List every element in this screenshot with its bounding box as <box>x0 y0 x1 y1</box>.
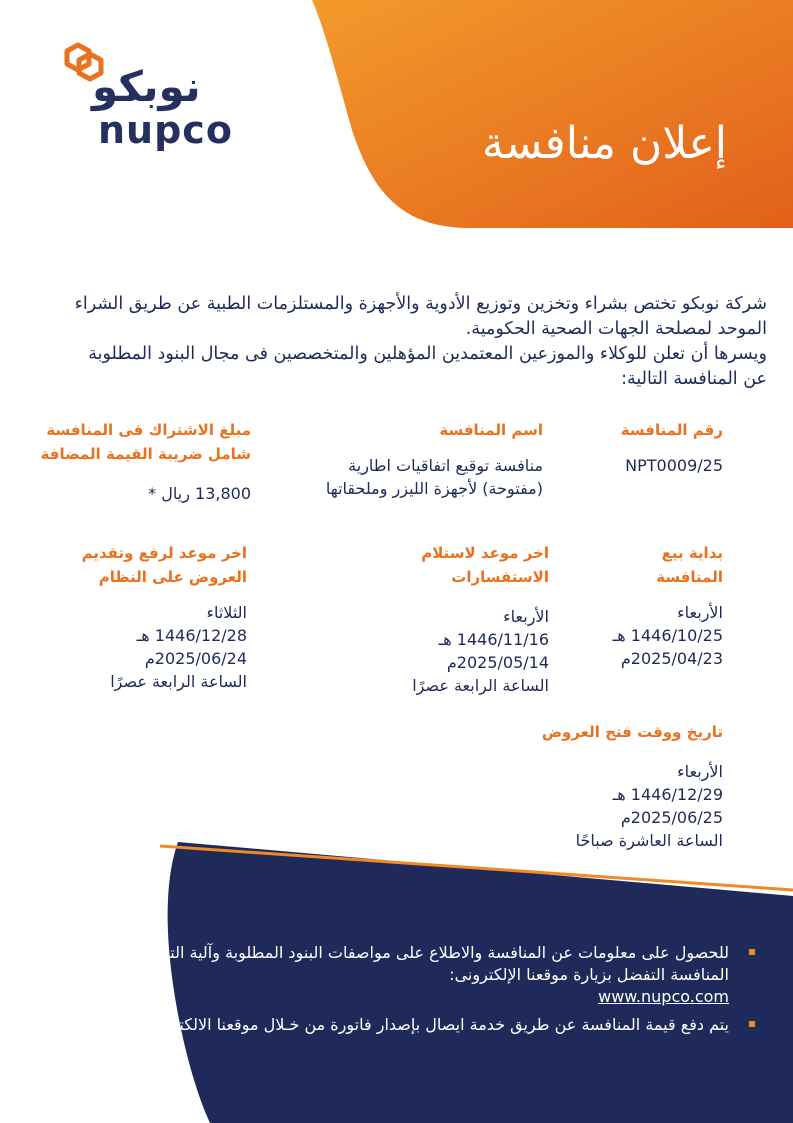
opening-value <box>483 760 723 852</box>
inquiries-label-line-2: الاستفسارات <box>451 568 549 586</box>
inquiries-value <box>349 605 549 697</box>
opening-gregorian: 2025/06/25م <box>620 808 723 827</box>
submission-block <box>27 541 247 693</box>
intro-text <box>66 292 767 392</box>
fee-label-line-2: شامل ضريبة القيمة المضافة <box>40 445 251 463</box>
fee-value: 13,800 ريال * <box>148 484 251 503</box>
submission-day: الثلاثاء <box>206 603 247 622</box>
sale-start-hijri: 1446/10/25 هـ <box>612 626 723 645</box>
submission-label-line-2: العروض على النظام <box>98 568 247 586</box>
tender-name-line-1: منافسة توقيع اتفاقيات اطارية <box>348 456 543 475</box>
footer-info-text: للحصول على معلومات عن المنافسة والاطلاع على مواصفات البنود المطلوبة وآلية التقديم على المنافسة التفضل بزيارة موقعنا الإلكترونى: <box>105 943 729 984</box>
opening-hijri: 1446/12/29 هـ <box>612 785 723 804</box>
submission-value <box>27 601 247 693</box>
tender-name-block <box>283 418 543 500</box>
opening-label: تاريخ ووقت فتح العروض <box>541 723 723 741</box>
sale-start-block <box>553 541 723 670</box>
opening-time: الساعة العاشرة صباحًا <box>575 831 723 850</box>
submission-gregorian: 2025/06/24م <box>144 649 247 668</box>
intro-line-2: ويسرها أن تعلن للوكلاء والموزعين المعتمدين المؤهلين والمتخصصين فى مجال البنود المطلوبة عن المنافسة التالية: <box>88 344 767 389</box>
inquiries-label <box>349 541 549 589</box>
fee-block <box>31 418 251 505</box>
fee-label-line-1: مبلغ الاشتراك فى المنافسة <box>46 421 251 439</box>
opening-block <box>483 720 723 852</box>
logo-arabic-text: نوبكو <box>92 62 201 111</box>
sale-start-label-line-2: المنافسة <box>656 568 723 586</box>
intro-line-1: شركة نوبكو تختص بشراء وتخزين وتوزيع الأدوية والأجهزة والمستلزمات الطبية عن طريق الشراء الموحد لمصلحة الجهات الصحية الحكومية. <box>74 294 767 339</box>
sale-start-gregorian: 2025/04/23م <box>620 649 723 668</box>
submission-label <box>27 541 247 589</box>
tender-number-label: رقم المنافسة <box>620 421 723 439</box>
tender-name-label: اسم المنافسة <box>439 421 543 439</box>
website-link-wrapper <box>45 986 729 1008</box>
sale-start-value <box>553 601 723 670</box>
submission-label-line-1: اخر موعد لرفع وتقديم <box>81 544 247 562</box>
footer-info <box>45 942 755 1042</box>
sale-start-label-line-1: بداية بيع <box>661 544 723 562</box>
tender-number-value: NPT0009/25 <box>625 456 723 475</box>
footer-info-item <box>45 942 755 1008</box>
tender-number-block <box>553 418 723 477</box>
page-title: إعلان منافسة <box>481 118 727 169</box>
submission-hijri: 1446/12/28 هـ <box>136 626 247 645</box>
fee-label <box>31 418 251 466</box>
footer-payment-text: يتم دفع قيمة المنافسة عن طريق خدمة ايصال بإصدار فاتورة من خـلال موقعنا الالكترونى. <box>140 1015 729 1034</box>
submission-time: الساعة الرابعة عصرًا <box>110 672 247 691</box>
opening-day: الأربعاء <box>677 762 723 781</box>
inquiries-gregorian: 2025/05/14م <box>446 653 549 672</box>
bullet-square-icon <box>749 1021 755 1027</box>
inquiries-time: الساعة الرابعة عصرًا <box>412 676 549 695</box>
tender-name-line-2: (مفتوحة) لأجهزة الليزر وملحقاتها <box>325 479 543 498</box>
footer-payment-item <box>45 1014 755 1036</box>
orange-header-shape <box>312 0 793 228</box>
bullet-square-icon <box>749 949 755 955</box>
sale-start-label <box>553 541 723 589</box>
inquiries-hijri: 1446/11/16 هـ <box>438 630 549 649</box>
inquiries-block <box>349 541 549 697</box>
inquiries-label-line-1: اخر موعد لاستلام <box>421 544 549 562</box>
inquiries-day: الأربعاء <box>503 607 549 626</box>
sale-start-day: الأربعاء <box>677 603 723 622</box>
logo-english-text: nupco <box>98 108 233 152</box>
website-link[interactable]: www.nupco.com <box>598 987 729 1006</box>
tender-name-value <box>283 454 543 500</box>
